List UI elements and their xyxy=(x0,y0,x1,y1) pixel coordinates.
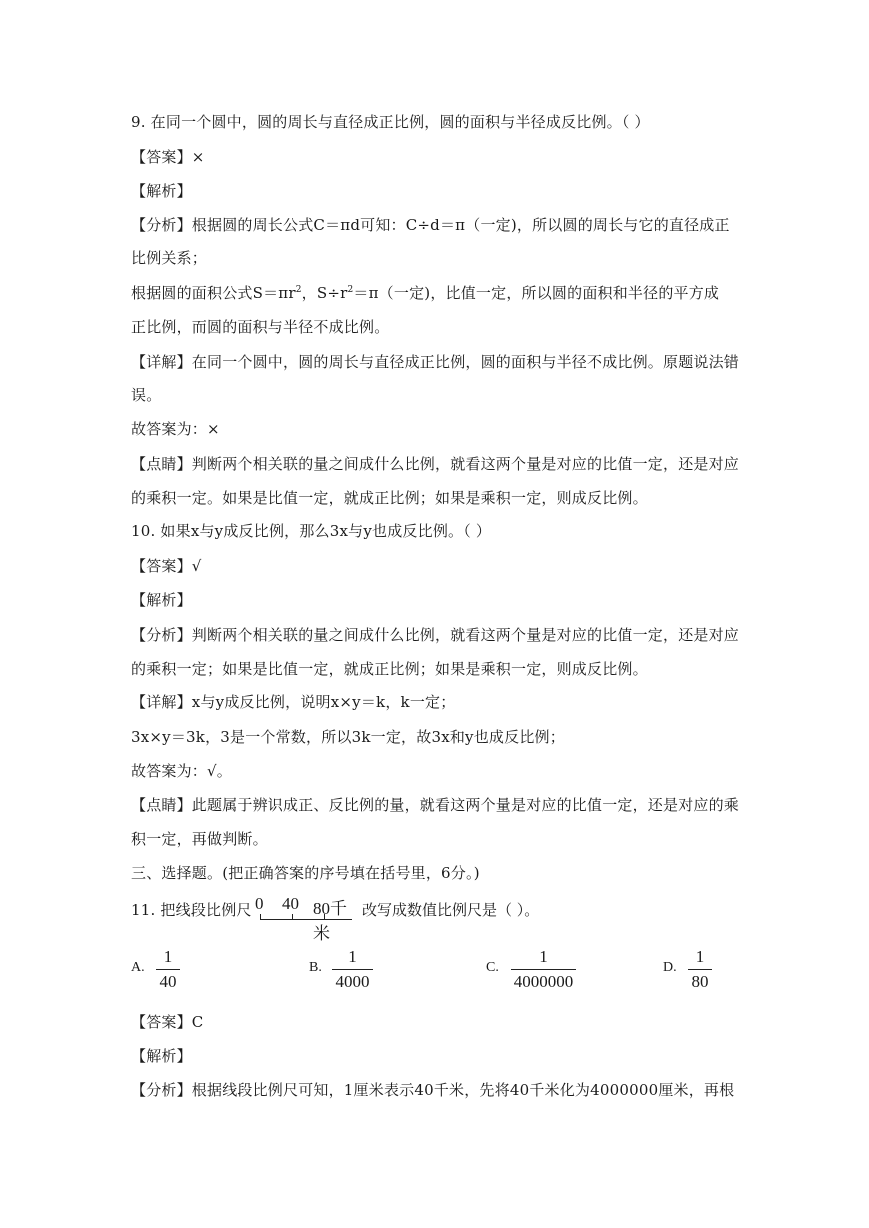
option-letter: D. xyxy=(663,960,677,975)
q9-analysis-heading: 【解析】 xyxy=(131,182,192,200)
q11-analysis-line-1: 【分析】根据线段比例尺可知，1厘米表示40千米，先将40千米化为4000000厘米，再根 xyxy=(131,1081,735,1099)
q9-final-answer: 故答案为：× xyxy=(131,420,220,438)
q9-analysis-line-2: 比例关系； xyxy=(131,249,208,267)
q11-option-c xyxy=(486,946,586,996)
line-segment-scale-ruler xyxy=(254,894,358,943)
q9-analysis-line-3 xyxy=(131,283,719,303)
q9-analysis-line-1: 【分析】根据圆的周长公式C＝πd可知：C÷d＝π（一定)，所以圆的周长与它的直径成正 xyxy=(131,216,730,234)
q10-answer: 【答案】√ xyxy=(131,557,202,575)
option-fraction xyxy=(688,946,712,993)
superscript-2: 2 xyxy=(295,285,302,295)
fraction-denominator: 4000000 xyxy=(513,972,574,991)
ruler-tick-0 xyxy=(260,914,261,920)
fraction-bar xyxy=(156,969,180,970)
option-fraction xyxy=(156,946,180,993)
q10-analysis-line-2: 的乘积一定；如果是比值一定，就成正比例；如果是乘积一定，则成反比例。 xyxy=(131,660,648,678)
ruler-label-0: 0 xyxy=(255,894,264,913)
q9-comment-line-1: 【点睛】判断两个相关联的量之间成什么比例，就看这两个量是对应的比值一定，还是对应 xyxy=(131,455,740,473)
q9-detail-line-1: 【详解】在同一个圆中，圆的周长与直径成正比例，圆的面积与半径不成比例。原题说法错 xyxy=(131,353,740,371)
fraction-bar xyxy=(332,969,373,970)
q11-question-suffix: 改写成数值比例尺是（ ）。 xyxy=(362,901,540,919)
fraction-numerator: 1 xyxy=(348,947,357,966)
q9-question: 9. 在同一个圆中，圆的周长与直径成正比例，圆的面积与半径成反比例。（ ） xyxy=(131,113,650,131)
q9-comment-line-2: 的乘积一定。如果是比值一定，就成正比例；如果是乘积一定，则成反比例。 xyxy=(131,489,648,507)
q10-question: 10. 如果x与y成反比例，那么3x与y也成反比例。（ ） xyxy=(131,522,492,540)
q10-detail-line-2: 3x×y＝3k，3是一个常数，所以3k一定，故3x和y也成反比例； xyxy=(131,728,565,746)
q11-option-b xyxy=(309,946,389,996)
option-letter: C. xyxy=(486,960,499,975)
option-fraction xyxy=(511,946,576,993)
q9-analysis-line-3-part-c: ＝π（一定)，比值一定，所以圆的面积和半径的平方成 xyxy=(353,284,720,302)
q10-detail-line-1: 【详解】x与y成反比例，说明x×y＝k，k一定； xyxy=(131,693,456,711)
q9-answer: 【答案】× xyxy=(131,148,205,166)
q9-detail-line-2: 误。 xyxy=(131,386,162,404)
q11-option-d xyxy=(663,946,723,996)
q9-analysis-line-4: 正比例，而圆的面积与半径不成比例。 xyxy=(131,318,390,336)
option-letter: A. xyxy=(131,960,145,975)
q11-analysis-heading: 【解析】 xyxy=(131,1047,192,1065)
fraction-bar xyxy=(688,969,712,970)
q10-analysis-line-1: 【分析】判断两个相关联的量之间成什么比例，就看这两个量是对应的比值一定，还是对应 xyxy=(131,626,740,644)
q11-question-prefix: 11. 把线段比例尺 xyxy=(131,901,252,919)
ruler-tick-80 xyxy=(324,914,325,920)
ruler-label-40: 40 xyxy=(282,894,299,913)
q11-answer: 【答案】C xyxy=(131,1013,204,1031)
ruler-tick-40 xyxy=(292,914,293,920)
q10-final-answer: 故答案为：√。 xyxy=(131,762,232,780)
fraction-numerator: 1 xyxy=(695,947,705,966)
ruler-baseline xyxy=(260,919,352,920)
option-fraction xyxy=(332,946,373,993)
fraction-denominator: 40 xyxy=(159,972,177,991)
q9-analysis-line-3-part-b: ，S÷r xyxy=(301,284,348,302)
q10-analysis-heading: 【解析】 xyxy=(131,591,192,609)
q9-analysis-line-3-part-a: 根据圆的面积公式S＝πr xyxy=(131,284,296,302)
ruler-label-80: 80千米 xyxy=(313,899,347,943)
fraction-denominator: 4000 xyxy=(335,972,370,991)
q11-option-a xyxy=(131,946,191,996)
fraction-numerator: 1 xyxy=(539,947,548,966)
fraction-denominator: 80 xyxy=(691,972,709,991)
superscript-2: 2 xyxy=(347,285,354,295)
section-3-heading: 三、选择题。(把正确答案的序号填在括号里，6分。) xyxy=(131,864,480,882)
q10-comment-line-2: 积一定，再做判断。 xyxy=(131,830,268,848)
fraction-bar xyxy=(511,969,576,970)
q10-comment-line-1: 【点睛】此题属于辨识成正、反比例的量，就看这两个量是对应的比值一定，还是对应的乘 xyxy=(131,796,740,814)
option-letter: B. xyxy=(309,960,322,975)
fraction-numerator: 1 xyxy=(163,947,173,966)
